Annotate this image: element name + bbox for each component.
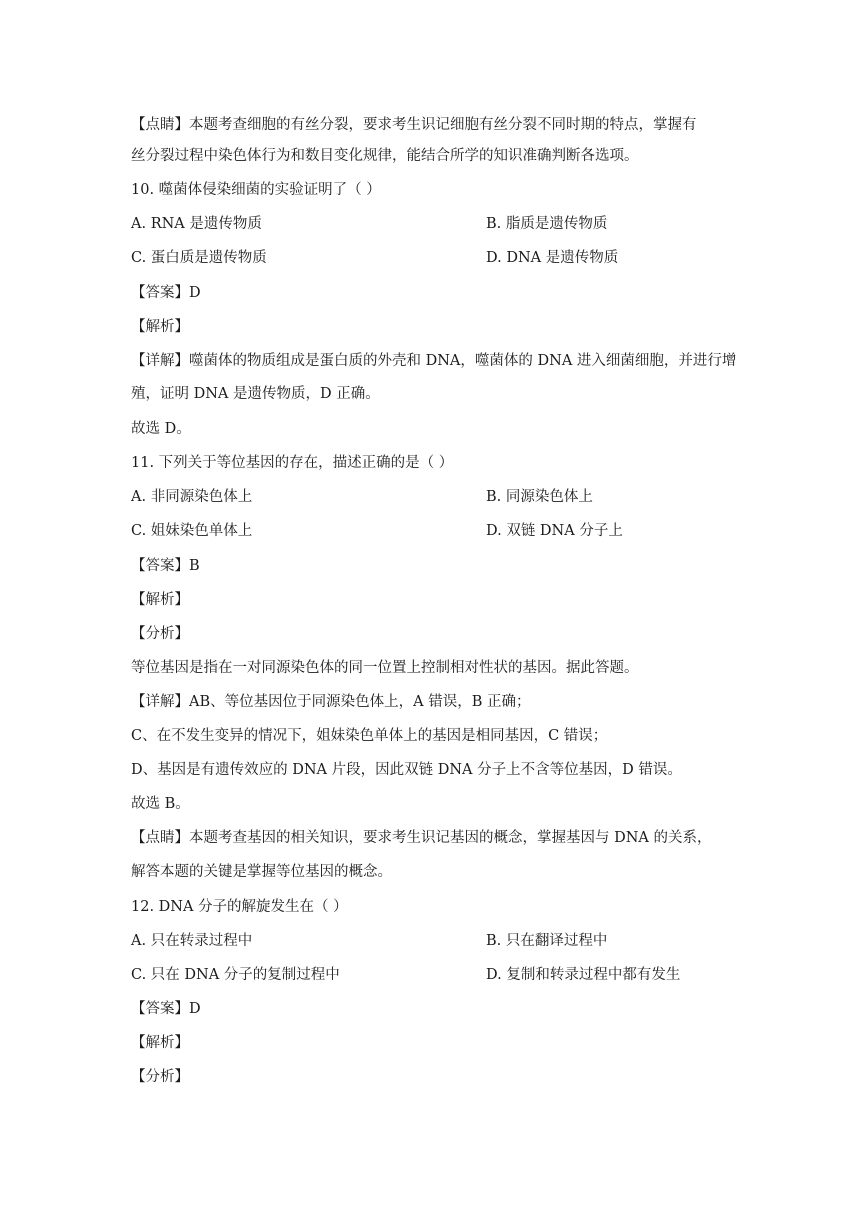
dianjing-line: 【点睛】本题考查细胞的有丝分裂，要求考生识记细胞有丝分裂不同时期的特点，掌握有 <box>131 117 697 133</box>
question-stem-11: 11. 下列关于等位基因的存在，描述正确的是（ ） <box>131 455 454 471</box>
options-row <box>131 248 741 268</box>
options-row <box>131 487 741 507</box>
option-b: B. 只在翻译过程中 <box>486 933 608 949</box>
option-b: B. 同源染色体上 <box>486 489 593 505</box>
detail-line: 殖，证明 DNA 是遗传物质，D 正确。 <box>131 386 380 402</box>
option-a: A. RNA 是遗传物质 <box>131 216 262 232</box>
dianjing-line: 解答本题的关键是掌握等位基因的概念。 <box>131 864 392 880</box>
answer-label: 【答案】B <box>131 558 200 574</box>
detail-line: C、在不发生变异的情况下，姐妹染色单体上的基因是相同基因，C 错误； <box>131 728 608 744</box>
option-c: C. 姐妹染色单体上 <box>131 523 253 539</box>
detail-line: 【详解】噬菌体的物质组成是蛋白质的外壳和 DNA，噬菌体的 DNA 进入细菌细胞，并进行增 <box>131 353 737 369</box>
options-row <box>131 965 741 985</box>
answer-label: 【答案】D <box>131 1001 201 1017</box>
conclusion-line: 故选 B。 <box>131 796 190 812</box>
question-stem-10: 10. 噬菌体侵染细菌的实验证明了（ ） <box>131 182 381 198</box>
analysis-label: 【解析】 <box>131 1035 189 1051</box>
option-d: D. DNA 是遗传物质 <box>486 250 619 266</box>
fenxi-label: 【分析】 <box>131 1069 189 1085</box>
options-row <box>131 214 741 234</box>
conclusion-line: 故选 D。 <box>131 421 191 437</box>
dianjing-line: 【点睛】本题考查基因的相关知识，要求考生识记基因的概念，掌握基因与 DNA 的关系， <box>131 830 712 846</box>
options-row <box>131 521 741 541</box>
detail-line: D、基因是有遗传效应的 DNA 片段，因此双链 DNA 分子上不含等位基因，D 错误。 <box>131 762 682 778</box>
fenxi-text: 等位基因是指在一对同源染色体的同一位置上控制相对性状的基因。据此答题。 <box>131 660 639 676</box>
fenxi-label: 【分析】 <box>131 626 189 642</box>
option-a: A. 非同源染色体上 <box>131 489 253 505</box>
detail-line: 【详解】AB、等位基因位于同源染色体上，A 错误，B 正确； <box>131 694 531 710</box>
option-c: C. 只在 DNA 分子的复制过程中 <box>131 967 340 983</box>
analysis-label: 【解析】 <box>131 319 189 335</box>
option-c: C. 蛋白质是遗传物质 <box>131 250 267 266</box>
options-row <box>131 931 741 951</box>
option-d: D. 复制和转录过程中都有发生 <box>486 967 681 983</box>
answer-label: 【答案】D <box>131 285 201 301</box>
option-b: B. 脂质是遗传物质 <box>486 216 608 232</box>
question-stem-12: 12. DNA 分子的解旋发生在（ ） <box>131 899 348 915</box>
option-d: D. 双链 DNA 分子上 <box>486 523 623 539</box>
analysis-label: 【解析】 <box>131 592 189 608</box>
dianjing-line: 丝分裂过程中染色体行为和数目变化规律，能结合所学的知识准确判断各选项。 <box>131 148 639 164</box>
option-a: A. 只在转录过程中 <box>131 933 253 949</box>
